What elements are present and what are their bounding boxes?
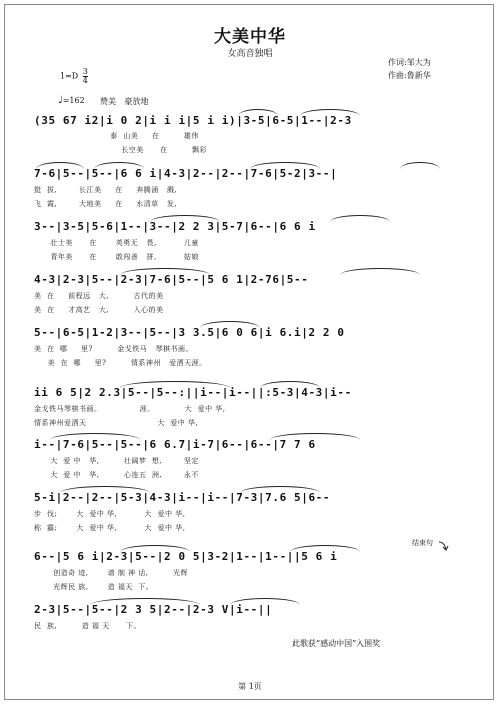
slur-arc (230, 598, 300, 605)
lyric-row-5b: 美 在 哪 里? 情系神州 爱洒天涯。 (34, 359, 207, 367)
time-numerator: 3 (82, 67, 88, 76)
song-title: 大美中华 (214, 27, 286, 47)
notation-row-1: (35 67 i2|i 0 2|i i i|5 i i)|3-5|6-5|1--|2-3 (34, 114, 352, 127)
time-signature (83, 68, 88, 85)
lyric-row-3b: 青年美 在 敢闯善 拼, 姑娘 (34, 253, 199, 261)
time-denominator: 4 (82, 76, 88, 85)
expression-mark: 赞美 豪放地 (100, 97, 149, 106)
slur-arc (330, 215, 390, 222)
slur-arc (50, 433, 140, 440)
notation-row-6: ii 6 5|2 2.3|5--|5--:||i--|i--||:5-3|4-3|i-- (34, 386, 352, 399)
lyric-row-10a: 民 族, 造 福 天 下。 (34, 622, 142, 630)
song-subtitle: 女高音独唱 (227, 49, 273, 59)
page-number: 第 1页 (238, 682, 262, 691)
lyric-row-2b: 飞 霞, 大地美 在 水清草 发, (34, 200, 178, 208)
slur-arc (300, 109, 360, 116)
lyricist: 作词:邹大为 (388, 58, 431, 67)
slur-arc (120, 545, 190, 552)
tempo-value: =162 (62, 96, 85, 105)
slur-arc (290, 545, 360, 552)
notation-row-2: 7-6|5--|5--|6 6 i|4-3|2--|2--|7-6|5-2|3--| (34, 167, 338, 180)
lyric-row-1b: 长空美 在 飘彩 (34, 146, 208, 154)
lyric-row-9b: 光辉民 族, 造 福天 下。 (34, 583, 154, 591)
lyric-row-8b: 称 霸; 大 爱中 华, 大 爱中 华, (34, 524, 186, 532)
slur-arc (238, 109, 278, 116)
notation-row-5: 5--|6-5|1-2|3--|5--|3 3.5|6 0 6|i 6.i|2 2 0 (34, 326, 345, 339)
notation-row-4: 4-3|2-3|5--|2-3|7-6|5--|5 6 1|2-76|5-- (34, 273, 309, 286)
notation-row-10: 2-3|5--|5--|2 3 5|2--|2-3 V|i--|| (34, 603, 273, 616)
slur-arc (250, 162, 320, 169)
notation-row-7: i--|7-6|5--|5--|6 6.7|i-7|6--|6--|7 7 6 (34, 438, 316, 451)
slur-arc (120, 268, 210, 275)
lyric-row-1a: 泰 山美 在 雄伟 (34, 132, 199, 140)
lyric-row-6a: 金戈铁马琴棋书画。 涯。 大 爱中 华, (34, 405, 226, 413)
lyric-row-4a: 美 在 前程远 大, 古代的美 (34, 292, 164, 300)
slur-arc (36, 162, 84, 169)
quarter-note-icon: ♩ (58, 95, 63, 106)
lyric-row-8a: 步 伐; 大 爱中 华, 大 爱中 华, (34, 510, 186, 518)
lyric-row-4b: 美 在 才高艺 大, 入心的美 (34, 306, 164, 314)
award-note: 此歌获“感动中国”入围奖 (292, 639, 381, 648)
notation-row-9: 6--|5 6 i|2-3|5--|2 0 5|3-2|1--|1--||5 6 i (34, 550, 338, 563)
composer: 作曲:鲁新华 (388, 71, 431, 80)
slur-arc (270, 433, 360, 440)
lyric-row-3a: 壮士美 在 英勇无 畏, 儿童 (34, 239, 199, 247)
slur-arc (90, 598, 200, 605)
end-phrase-mark: 结束句 (412, 539, 433, 547)
slur-arc (150, 215, 220, 222)
slur-arc (340, 268, 420, 275)
lyric-row-7a: 大 爱 中 华, 壮阔梦 想, 坚定 (34, 457, 199, 465)
lyric-row-7b: 大 爱 中 华, 心连五 洲, 永不 (34, 471, 199, 479)
lyric-row-2a: 挺 拔, 长江美 在 奔腾涌 溅, (34, 186, 178, 194)
slur-arc (120, 381, 230, 388)
slur-arc (60, 486, 150, 493)
slur-arc (240, 486, 320, 493)
lyric-row-9a: 创造奇 迹, 谱 制 神 话, 光辉 (34, 569, 189, 577)
notation-row-8: 5-i|2--|2--|5-3|4-3|i--|i--|7-3|7.6 5|6-- (34, 491, 331, 504)
key-value: 1=D (60, 71, 79, 81)
tempo-mark (58, 95, 85, 106)
slur-arc (94, 162, 144, 169)
slur-arc (260, 381, 320, 388)
key-signature (60, 68, 88, 85)
slur-arc (200, 321, 260, 328)
lyric-row-5a: 美 在 哪 里? 金戈铁马 琴棋书画。 (34, 345, 193, 353)
lyric-row-6b: 情系神州爱洒天 大 爱中 华, (34, 419, 199, 427)
credits (388, 56, 431, 82)
slur-arc (400, 162, 440, 169)
notation-row-3: 3--|3-5|5-6|1--|3--|2 2 3|5-7|6--|6 6 i (34, 220, 316, 233)
